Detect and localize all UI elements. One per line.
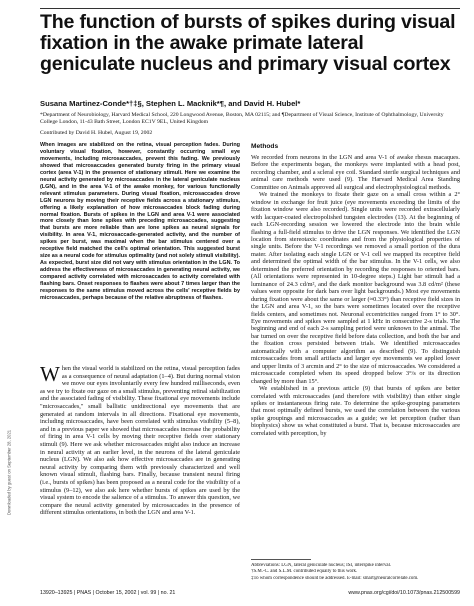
footnote: Abbreviations: LGN, lateral geniculate nucleus; ISI, interspike interval. (251, 563, 392, 568)
drop-cap: W (40, 362, 60, 386)
footnotes (251, 563, 460, 582)
methods-body (251, 154, 460, 437)
side-margin (4, 360, 12, 590)
footer-citation: 13920–13925 | PNAS | October 15, 2002 | vol. 99 | no. 21 (40, 590, 176, 596)
affiliations: *Department of Neurobiology, Harvard Medical School, 220 Longwood Avenue, Boston, MA 02115; and ¶Department of Visual Science, Institute of Ophthalmology, University College London, 11-43 Bath Street, London EC1V 9EL, United Kingdom (40, 112, 444, 126)
top-rule (40, 8, 460, 9)
footer-doi-link[interactable]: www.pnas.org/cgi/doi/10.1073/pnas.212500599 (348, 590, 460, 596)
author-list: Susana Martinez-Conde*†‡§, Stephen L. Macknik*¶, and David H. Hubel* (40, 99, 301, 108)
contributed-line: Contributed by David H. Hubel, August 19, 2002 (40, 130, 153, 136)
methods-paragraph: We recorded from neurons in the LGN and area V-1 of awake rhesus macaques. Before the experiments began, the monkeys were implanted with a head post, recording chamber, and a scleral eye coil. Standard sterile surgical techniques and animal care methods were used (9). The Harvard Medical Area Standing Committee on Animals approved all surgical and electrophysiological methods. (251, 154, 460, 191)
methods-paragraph: We trained the monkeys to fixate their gaze on a small cross within a 2° window in exchange for fruit juice (eye movements exceeding the limits of the fixation window were also recorded). Single units were recorded extracellularly with lacquer-coated electropolished tungsten electrodes (13). At the beginning of each LGN-recording session we lowered the electrode into the brain while flashing a full-field stimulus to drive the LGN responses. We identified the LGN location from stereotaxic coordinates and from the physiological properties of single units. Before the V-1 recordings we removed a small portion of the dura mater. After isolating each single LGN or V-1 cell we mapped its receptive field and determined the optimal width of the bar stimulus. In the V-1 cells, we also determined the preferred orientation by recording the responses to oriented bars. (All orientations were represented in 10-degree steps.) Light bar stimuli had a luminance of 24.3 cd/m², and the dark monitor background was 3.8 cd/m² (these values were opposite for dark bars over light backgrounds.) Most eye movements during fixation were about the same or larger (≈0.33°) than receptive field sizes in the LGN and area V-1, so the bars were sometimes located over the receptive fields centers, and sometimes not. Neuronal eccentricities ranged from 1° to 30°. Eye movements and spikes were sampled at 1 kHz in consecutive 2-s trials. The beginning and end of each 2-s sampling period were unknown to the animal. The bar turned on over the receptive field before data collection, and both the bar and the fixation cross persisted between trials. We identified microsaccades automatically with a computer algorithm as described (9). To distinguish microsaccades from small artifacts and larger eye movements we applied lower and upper limits of 3 arcmin and 2° to the size of microsaccades. We considered a microsaccade completed when its speed dropped below 3°/s or its direction changed by more than 15°. (251, 191, 460, 385)
methods-paragraph: We established in a previous article (9) that bursts of spikes are better correlated with microsaccades (and therefore with visibility) than either single spikes or instantaneous firing rate. To determine the spike-grouping parameters that most optimally defined bursts, we used the correlation between the various spike groupings and microsaccades as a guide; we let perception (rather than biophysics) show us what constituted a burst. That is, because microsaccades are correlated with perception, by (251, 385, 460, 437)
intro-text: hen the visual world is stabilized on the retina, visual perception fades as a consequence of neural adaptation (1–4). But during normal vision we move our eyes involuntarily every few hundred milliseconds, even as we try to fixate our gaze on a small stimulus, preventing retinal stabilization and the associated fading of visibility. These fixational eye movements include "microsaccades," small ballistic unidirectional eye movements that are generated at random intervals in all directions. Fixational eye movements, including microsaccades, have been correlated with stimulus visibility (5–8), and in a previous paper we showed that microsaccades increase the probability of firing in area V-1 cells by moving their receptive fields over stationary stimuli (9). Here we ask whether microsaccades might also induce an increase in neural activity at an earlier level, in the neurons of the lateral geniculate nucleus (LGN). We also ask how effective microsaccades are in generating neural activity by comparing them with previously characterized and well known visual stimuli, flashing bars. Finally, because transient neural firing (i.e., bursts of spikes) has been proposed as a neural code for the visibility of a stimulus (9–12), we also ask here whether bursts of spikes are used by the visual system to encode the salience of a stimulus. To answer this question, we compare the neural activity generated by microsaccades in the presence of different stimulus orientations, in both the LGN and area V-1. (40, 365, 240, 517)
footnote-rule (251, 559, 311, 560)
article-title: The function of bursts of spikes during visual fixation in the awake primate lateral geniculate nucleus and primary visual cortex (40, 11, 456, 75)
abstract: When images are stabilized on the retina, visual perception fades. During voluntary visual fixation, however, constantly occurring small eye movements, including microsaccades, prevent this fading. We previously showed that microsaccades generated bursty firing in the primary visual cortex (area V-1) in the presence of stationary stimuli. Here we examine the neural activity generated by microsaccades in the lateral geniculate nucleus (LGN), and in the area V-1 of the awake monkey, for various functionally relevant stimulus parameters. During visual fixation, microsaccades drove LGN neurons by moving their receptive fields across a stationary stimulus, offering a likely explanation of how microsaccades block fading during normal fixation. Bursts of spikes in the LGN and area V-1 were associated more closely than lone spikes with preceding microsaccades, suggesting that bursts are more reliable than are lone spikes as neural signals for visibility. In area V-1, microsaccade-generated activity, and the number of spikes per burst, was maximal when the bar stimulus centered over a receptive field matched the cell's optimal orientation. This suggested burst size as a neural code for stimulus optimality (and not solely stimuli visibility). As expected, burst size did not vary with stimulus orientation in the LGN. To address the effectiveness of microsaccades in generating neural activity, we compared activity correlated with microsaccades to activity correlated with flashing bars. Onset responses to flashes were about 7 times larger than the responses to the same stimulus moved across the cells' receptive fields by microsaccades, perhaps because of the relative abruptness of flashes. (40, 142, 240, 301)
methods-heading: Methods (251, 143, 279, 150)
footnote: †S.M.-C. and S.L.M. contributed equally to this work. (251, 569, 358, 575)
footnote: ‡To whom correspondence should be addressed. E-mail: smart@neuralcorrelate.com. (251, 575, 419, 581)
introduction (40, 362, 240, 517)
download-notice: Downloaded by guest on September 28, 2021 (6, 429, 12, 516)
